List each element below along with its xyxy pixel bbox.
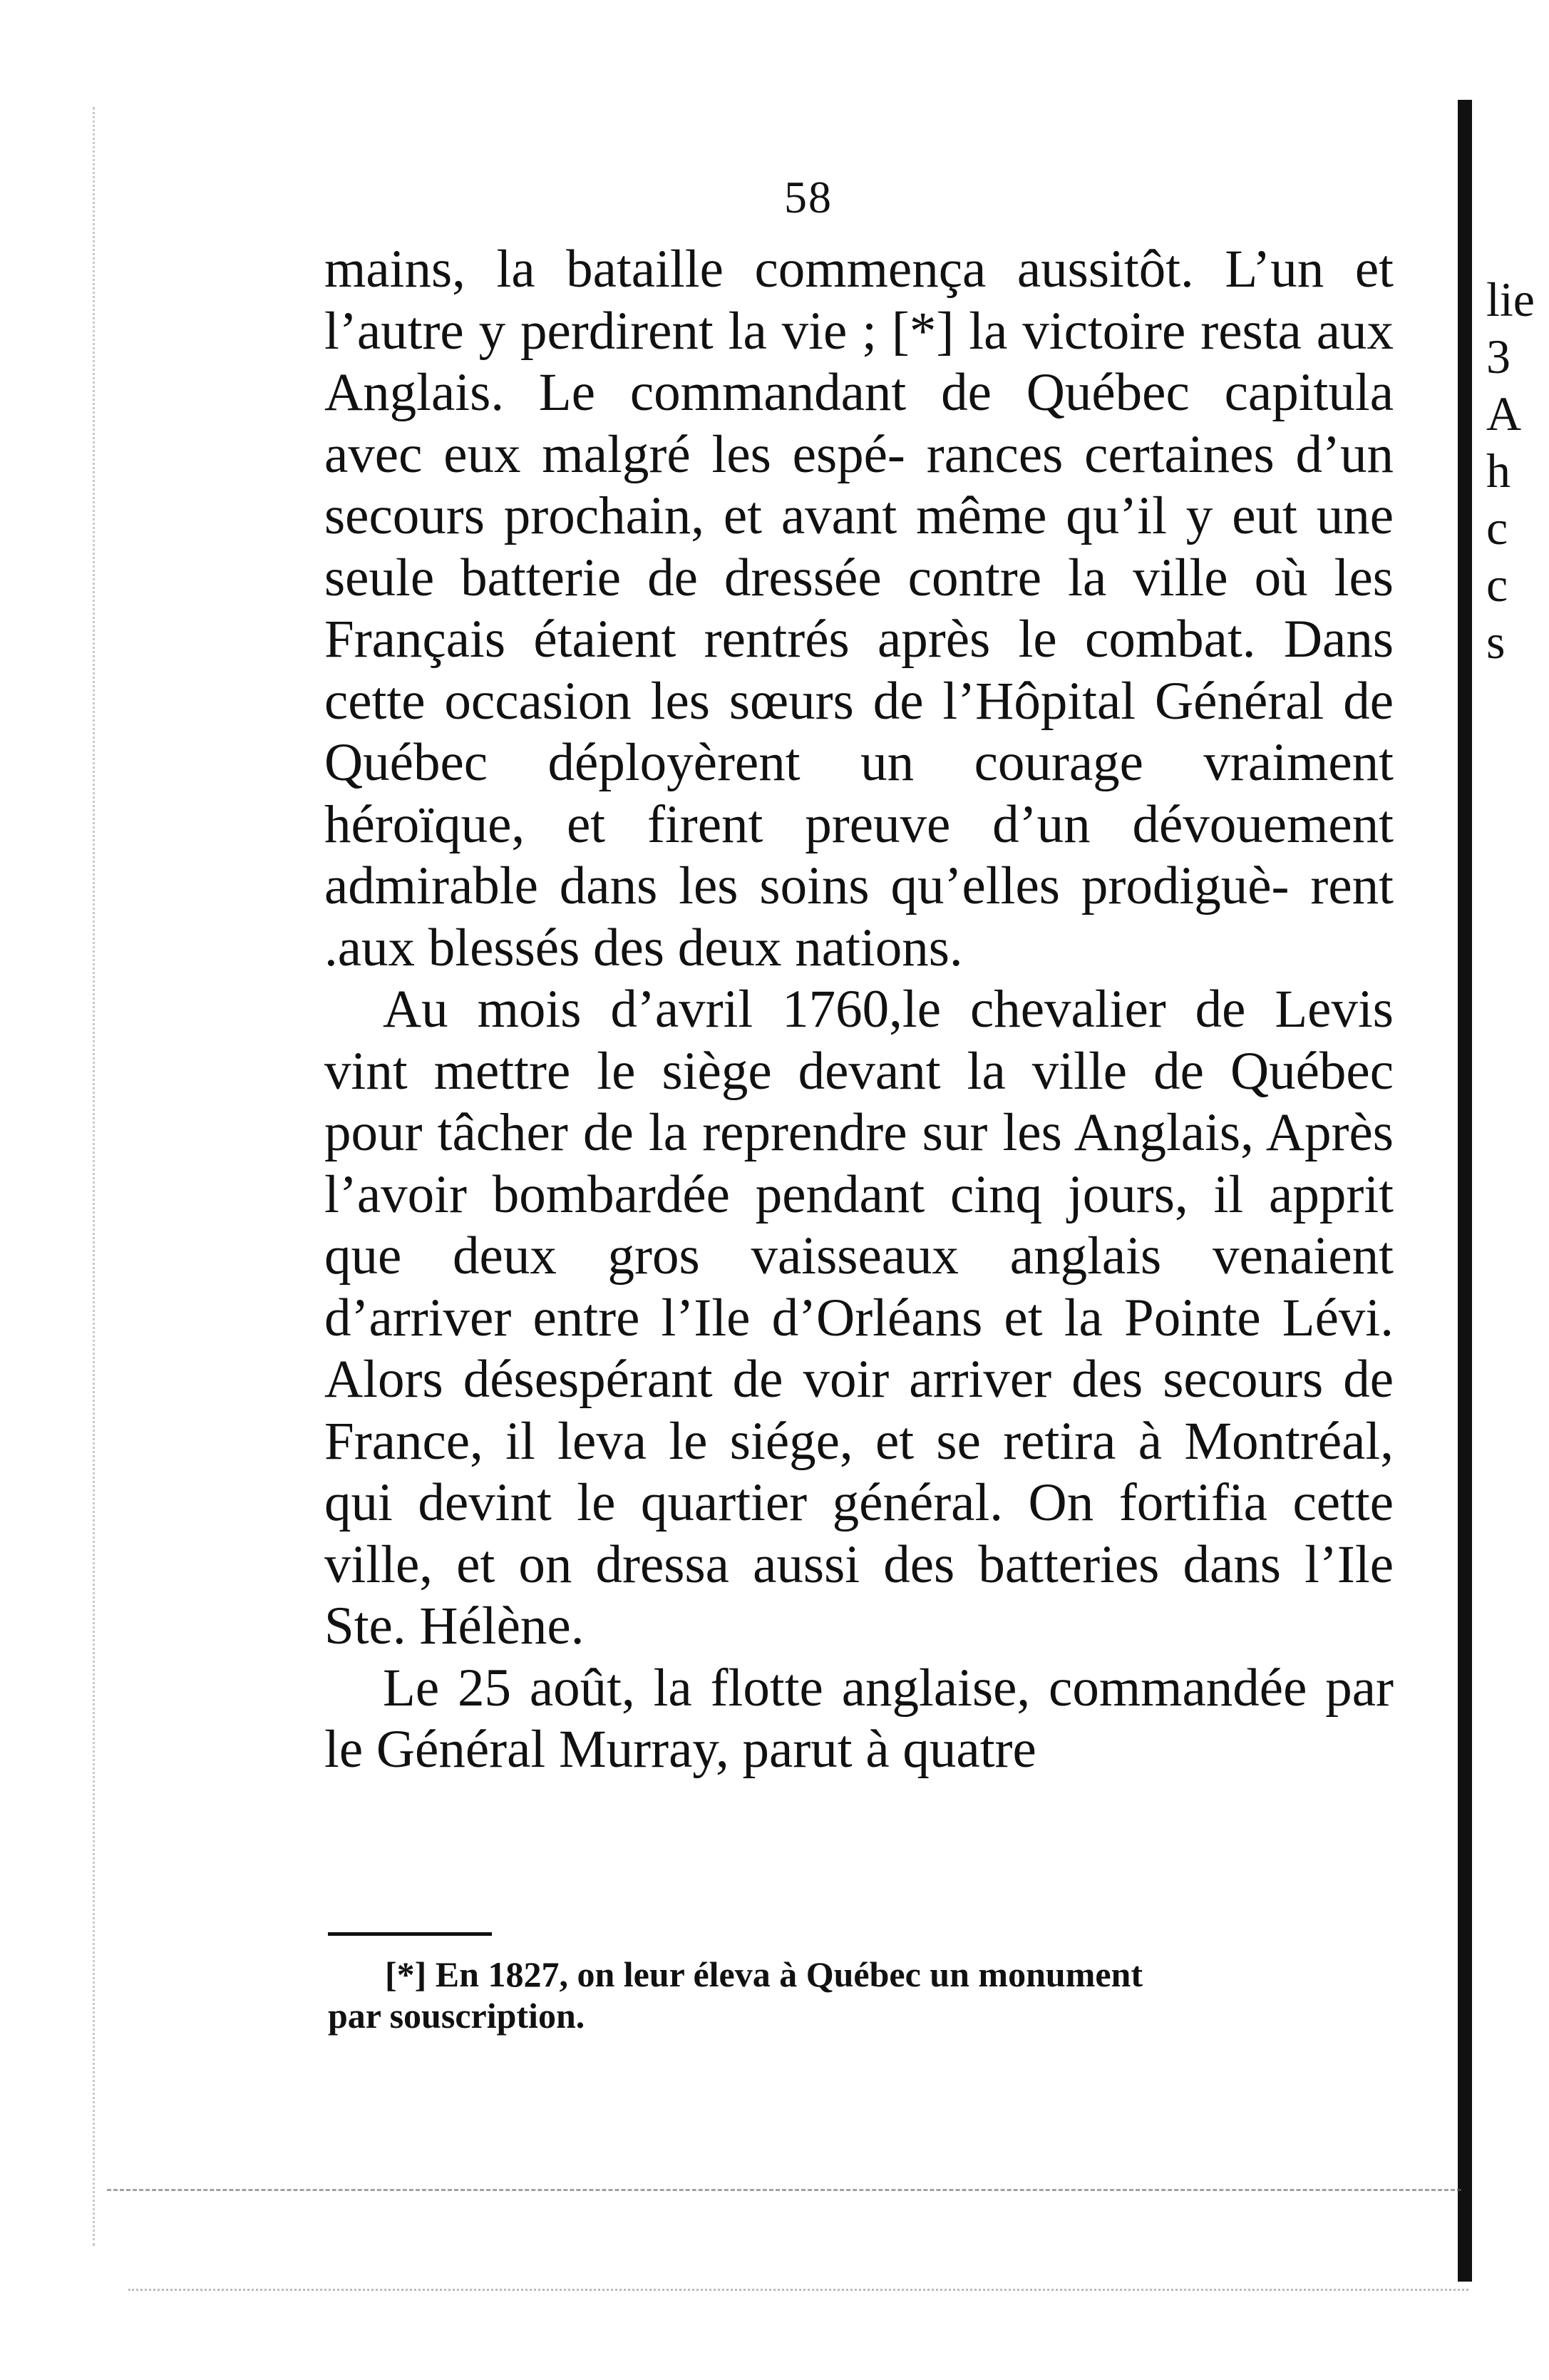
paragraph-2: Au mois d’avril 1760,le chevalier de Levis vint mettre le siège devant la ville de Québec pour tâcher de la reprendre sur les Anglais, Après l’avoir bombardée pendant cinq jours, il apprit que deux gros vaisseaux anglais venaient d’arriver entre l’Ile d’Orléans et la Pointe Lévi. Alors désespérant de voir arriver des secours de France, il leva le siége, et se retira à Montréal, qui devint le quartier général. On fortifia cette ville, et on dressa aussi des batteries dans l’Ile Ste. Hélène. — [324, 980, 1394, 1656]
scan-noise-bottom — [107, 2189, 1461, 2194]
footnote — [328, 1954, 1390, 2036]
line: avant même qu’il y eut une seule batterie — [324, 486, 1394, 607]
footnote-line-1: [*] En 1827, on leur éleva à Québec un monument — [385, 1954, 1143, 1994]
line: rances certaines d’un secours prochain, et — [324, 424, 1394, 545]
next-page-edge — [1486, 271, 1549, 670]
page-number: 58 — [784, 172, 833, 222]
footnote-rule — [328, 1932, 492, 1936]
edge-fragment: A — [1486, 386, 1522, 441]
scan-noise-left — [93, 107, 98, 2246]
edge-fragment: c — [1486, 558, 1508, 612]
line: et l’autre y perdirent la vie ; [*] la victoire — [324, 240, 1394, 361]
line: mains, la bataille commença aussitôt. L’un — [324, 240, 1355, 299]
body-text — [324, 239, 1394, 1781]
paragraph-1 — [324, 239, 1394, 979]
line: resta aux Anglais. Le commandant de — [324, 301, 1394, 422]
line: admirable dans les soins qu’elles prodiguè- — [324, 856, 1311, 915]
line: de dressée contre la ville où les Français — [324, 548, 1394, 669]
binding-gutter-line — [1458, 100, 1472, 2282]
edge-fragment: s — [1486, 615, 1506, 669]
paragraph-3: Le 25 août, la flotte anglaise, commandée par le Général Murray, parut à quatre — [324, 1658, 1394, 1779]
footnote-line-2: par souscription. — [328, 1996, 585, 2036]
line: Québec déployèrent un courage vraiment — [324, 733, 1394, 792]
edge-fragment: lie — [1486, 272, 1535, 327]
line: rent .aux blessés des deux nations. — [324, 856, 1394, 978]
edge-fragment: 3 — [1486, 329, 1511, 384]
line: Québec capitula avec eux malgré les espé- — [324, 363, 1394, 484]
line: occasion les sœurs de l’Hôpital Général de — [444, 671, 1394, 731]
line: héroïque, et firent preuve d’un dévouement — [324, 794, 1394, 854]
scan-noise-bottom-2 — [128, 2289, 1468, 2294]
edge-fragment: c — [1486, 501, 1508, 555]
edge-fragment: h — [1486, 443, 1511, 498]
line: étaient rentrés après le combat. Dans cette — [324, 610, 1394, 731]
